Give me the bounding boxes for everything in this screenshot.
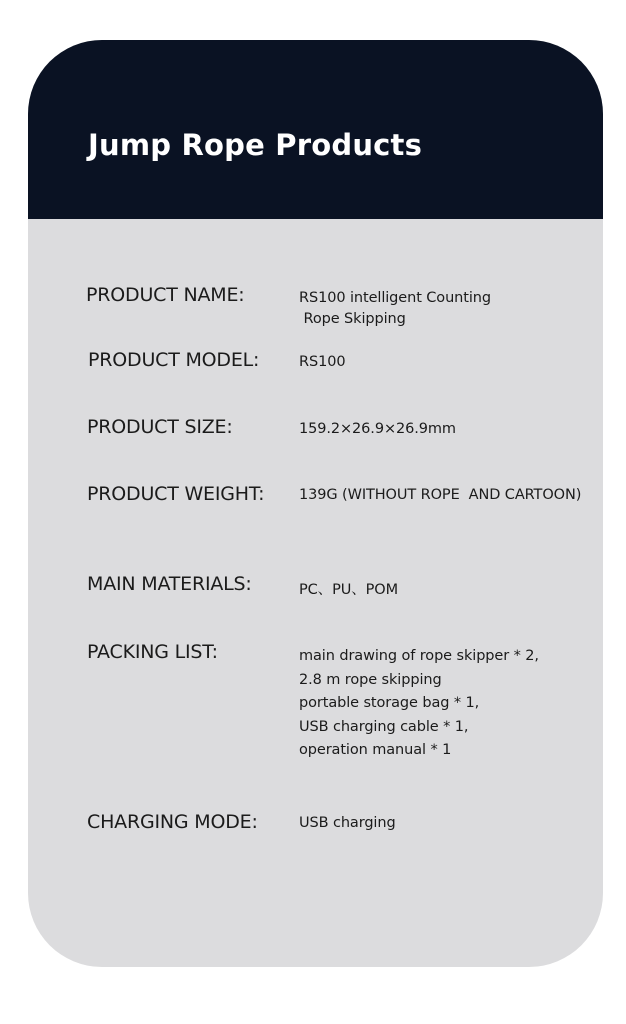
spec-value-product-model: RS100 bbox=[299, 354, 346, 370]
spec-value-product-weight: 139G (WITHOUT ROPE AND CARTOON) bbox=[299, 487, 582, 503]
packing-list-item: USB charging cable * 1, bbox=[299, 718, 469, 735]
spec-label-charging-mode: CHARGING MODE: bbox=[87, 811, 258, 833]
spec-card bbox=[28, 40, 603, 967]
spec-label-product-model: PRODUCT MODEL: bbox=[88, 349, 260, 371]
spec-value-packing-list bbox=[299, 645, 539, 763]
spec-value-line: RS100 intelligent Counting bbox=[299, 290, 491, 306]
spec-value-main-materials: PC、PU、POM bbox=[299, 582, 398, 598]
packing-list-item: portable storage bag * 1, bbox=[299, 695, 480, 711]
spec-label-product-weight: PRODUCT WEIGHT: bbox=[87, 483, 265, 505]
packing-list-item: 2.8 m rope skipping bbox=[299, 671, 442, 688]
spec-label-product-name: PRODUCT NAME: bbox=[86, 284, 245, 306]
spec-label-product-size: PRODUCT SIZE: bbox=[87, 416, 233, 438]
packing-list-item: operation manual * 1 bbox=[299, 742, 452, 758]
card-title: Jump Rope Products bbox=[88, 128, 423, 162]
spec-value-product-size: 159.2×26.9×26.9mm bbox=[299, 421, 456, 437]
spec-value-line: Rope Skipping bbox=[299, 311, 406, 327]
spec-label-main-materials: MAIN MATERIALS: bbox=[87, 573, 252, 595]
card-header bbox=[28, 40, 603, 219]
packing-list-item: main drawing of rope skipper * 2, bbox=[299, 648, 539, 664]
spec-label-packing-list: PACKING LIST: bbox=[87, 641, 218, 663]
spec-value-product-name bbox=[299, 288, 491, 330]
spec-value-charging-mode: USB charging bbox=[299, 815, 396, 831]
